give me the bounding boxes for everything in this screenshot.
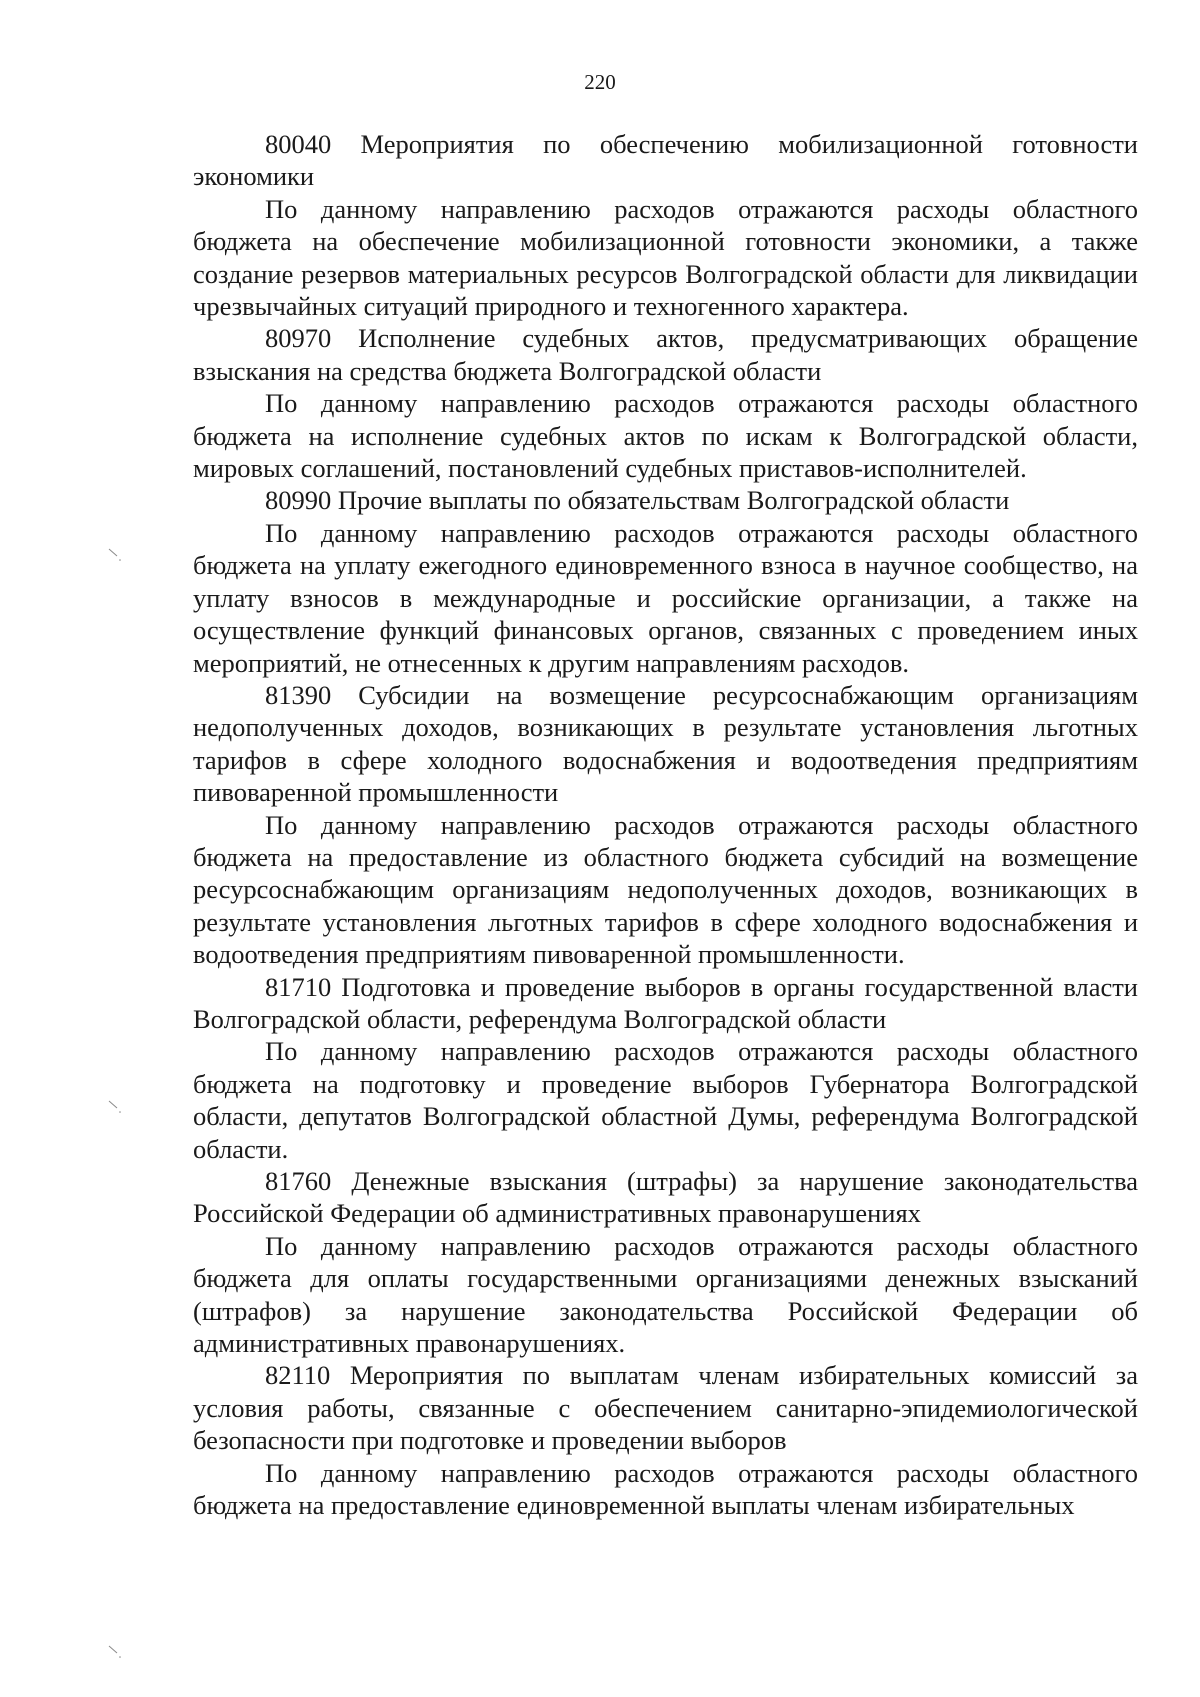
section-description: По данному направлению расходов отражаются расходы областного бюджета для оплаты государственными организациями денежных взысканий (штрафов) за нарушение законодательства Российской Федерации об административных правонарушениях.: [193, 1230, 1138, 1359]
document-body: [193, 128, 1138, 1521]
section-description: По данному направлению расходов отражаются расходы областного бюджета на подготовку и проведение выборов Губернатора Волгоградской области, депутатов Волгоградской областной Думы, референдума Волгоградской области.: [193, 1036, 1138, 1164]
section-heading: 81390 Субсидии на возмещение ресурсоснабжающим организациям недополученных доходов, возникающих в результате установления льготных тарифов в сфере холодного водоснабжения и водоотведения предприятиям пивоваренной промышленности: [193, 679, 1138, 808]
section-description: По данному направлению расходов отражаются расходы областного бюджета на исполнение судебных актов по искам к Волгоградской области, мировых соглашений, постановлений судебных приставов-исполнителей.: [193, 388, 1138, 484]
section-heading: 80990 Прочие выплаты по обязательствам Волгоградской области: [265, 485, 1010, 516]
scan-mark: [108, 548, 122, 562]
section-description: По данному направлению расходов отражаются расходы областного бюджета на уплату ежегодного единовременного взноса в научное сообщество, на уплату взносов в международные и российские организации, а также на осуществление функций финансовых органов, связанных с проведением иных мероприятий, не отнесенных к другим направлениям расходов.: [193, 517, 1138, 678]
section-description: По данному направлению расходов отражаются расходы областного бюджета на обеспечение мобилизационной готовности экономики, а также создание резервов материальных ресурсов Волгоградской области для ликвидации чрезвычайных ситуаций природного и техногенного характера.: [193, 193, 1138, 322]
section-description: По данному направлению расходов отражаются расходы областного бюджета на предоставление из областного бюджета субсидий на возмещение ресурсоснабжающим организациям недополученных доходов, возникающих в результате установления льготных тарифов в сфере холодного водоснабжения и водоотведения предприятиям пивоваренной промышленности.: [193, 809, 1138, 970]
section-heading: 82110 Мероприятия по выплатам членам избирательных комиссий за условия работы, связанные с обеспечением санитарно-эпидемиологической безопасности при подготовке и проведении выборов: [193, 1360, 1138, 1456]
scan-mark: [108, 1645, 122, 1659]
page-number: 220: [584, 70, 616, 94]
scan-mark: [108, 1100, 122, 1114]
section-heading: 80970 Исполнение судебных актов, предусматривающих обращение взыскания на средства бюджета Волгоградской области: [193, 323, 1138, 386]
section-heading: 80040 Мероприятия по обеспечению мобилизационной готовности экономики: [193, 129, 1138, 192]
section-heading: 81760 Денежные взыскания (штрафы) за нарушение законодательства Российской Федерации об административных правонарушениях: [193, 1166, 1138, 1229]
section-description: По данному направлению расходов отражаются расходы областного бюджета на предоставление единовременной выплаты членам избирательных: [193, 1457, 1138, 1521]
section-heading: 81710 Подготовка и проведение выборов в органы государственной власти Волгоградской области, референдума Волгоградской области: [193, 971, 1138, 1034]
